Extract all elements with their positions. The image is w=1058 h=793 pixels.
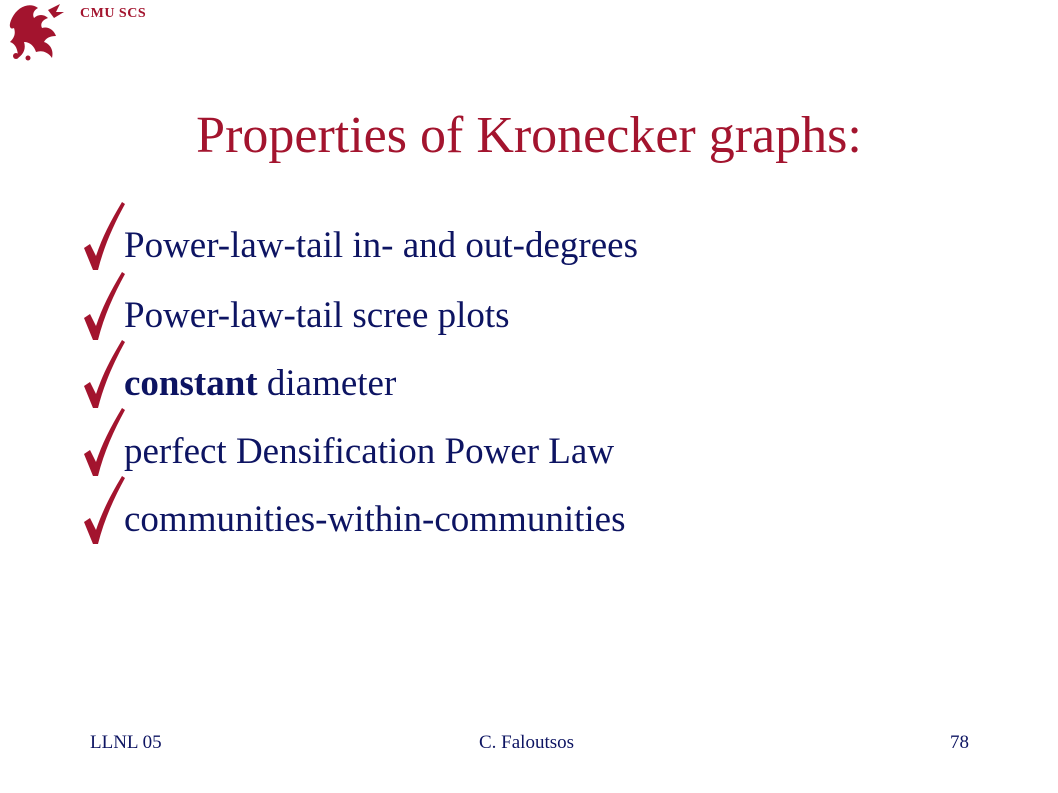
bullet-item xyxy=(0,432,1058,492)
checkmark-icon xyxy=(82,474,126,546)
checkmark-icon xyxy=(82,406,126,478)
checkmark-icon xyxy=(82,270,126,342)
bullet-item xyxy=(0,364,1058,424)
footer-venue: LLNL 05 xyxy=(90,732,162,753)
slide-title: Properties of Kronecker graphs: xyxy=(196,107,862,164)
footer-page-number: 78 xyxy=(950,732,969,753)
checkmark-icon xyxy=(82,338,126,410)
bullet-item xyxy=(0,500,1058,560)
bullet-text: Power-law-tail in- and out-degrees xyxy=(124,225,638,266)
bullet-item xyxy=(0,226,1058,286)
bullet-text: communities-within-communities xyxy=(124,499,626,540)
bullet-item xyxy=(0,296,1058,356)
footer-author: C. Faloutsos xyxy=(479,732,575,753)
bullet-text: Power-law-tail scree plots xyxy=(124,295,510,336)
header-label: CMU SCS xyxy=(80,6,147,21)
bullet-text: constant diameter xyxy=(124,363,397,404)
bullet-text: perfect Densification Power Law xyxy=(124,431,615,472)
checkmark-icon xyxy=(82,200,126,272)
